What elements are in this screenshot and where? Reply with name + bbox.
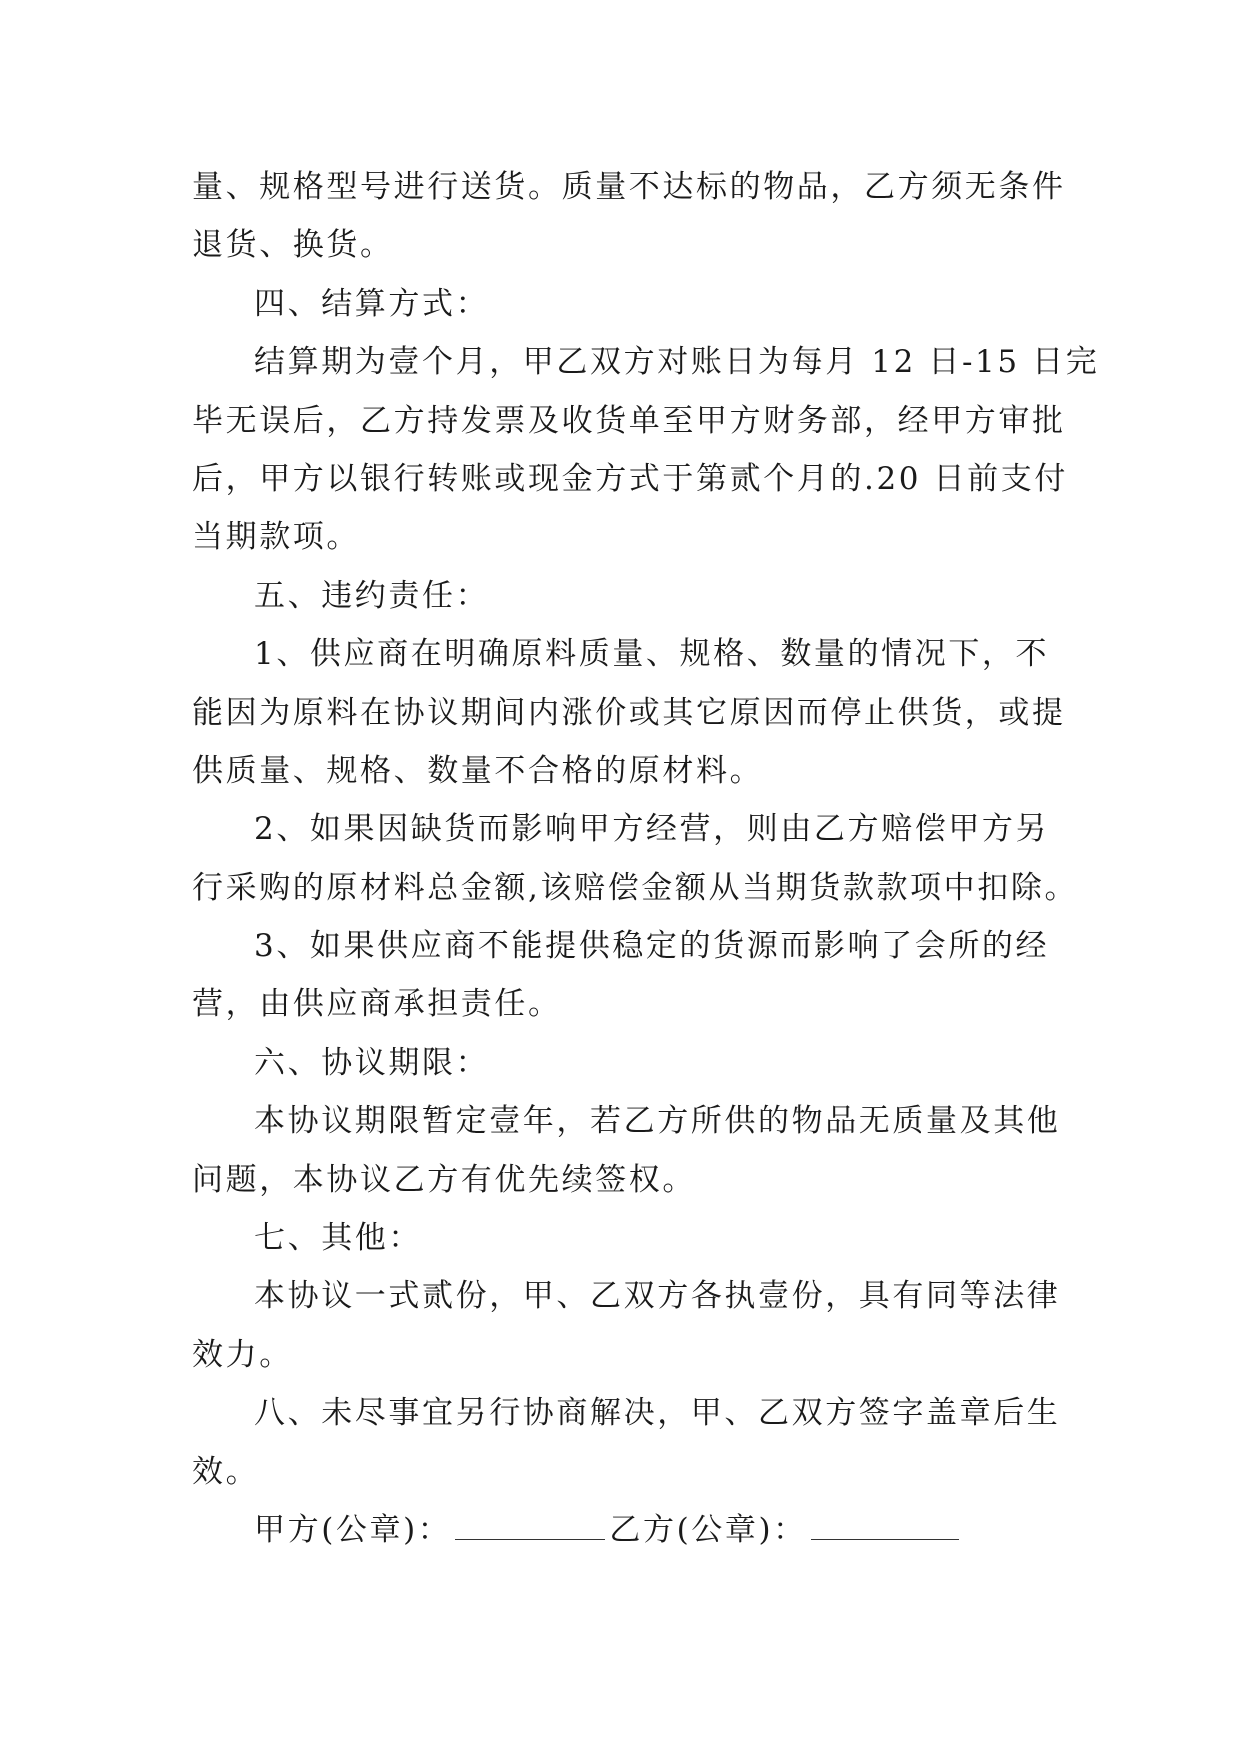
document-body [192, 158, 1100, 1559]
text-line: 1、供应商在明确原料质量、规格、数量的情况下，不 [254, 636, 1050, 673]
text-line: 能因为原料在协议期间内涨价或其它原因而停止供货，或提 [192, 694, 1066, 731]
text-line: 当期款项。 [192, 519, 360, 556]
text-line: 效。 [192, 1453, 260, 1490]
text-line: 3、如果供应商不能提供稳定的货源而影响了会所的经 [254, 928, 1050, 965]
text-line: 本协议一式贰份，甲、乙双方各执壹份，具有同等法律 [254, 1278, 1061, 1315]
paragraph-lines [192, 158, 1100, 1501]
text-line: 本协议期限暂定壹年，若乙方所供的物品无质量及其他 [254, 1103, 1061, 1140]
section-heading-term: 六、协议期限： [254, 1044, 490, 1081]
party-a-label: 甲方(公章)： [254, 1511, 452, 1548]
party-b-signature-line [811, 1509, 959, 1540]
text-line: 效力。 [192, 1336, 293, 1373]
text-line: 退货、换货。 [192, 227, 394, 264]
party-b-label: 乙方(公章)： [609, 1511, 807, 1548]
text-line: 营，由供应商承担责任。 [192, 986, 562, 1023]
text-line: 问题，本协议乙方有优先续签权。 [192, 1161, 696, 1198]
section-heading-settlement: 四、结算方式： [254, 285, 490, 322]
text-line: 后，甲方以银行转账或现金方式于第贰个月的.20 日前支付 [192, 460, 1068, 497]
text-line: 结算期为壹个月，甲乙双方对账日为每月 12 日-15 日完 [254, 344, 1100, 381]
text-line: 供质量、规格、数量不合格的原材料。 [192, 752, 764, 789]
text-line: 毕无误后，乙方持发票及收货单至甲方财务部，经甲方审批 [192, 402, 1066, 439]
signature-row [192, 1501, 1062, 1559]
section-heading-other: 七、其他： [254, 1220, 422, 1257]
section-heading-liability: 五、违约责任： [254, 577, 490, 614]
text-line: 量、规格型号进行送货。质量不达标的物品，乙方须无条件 [192, 169, 1066, 205]
text-line: 2、如果因缺货而影响甲方经营，则由乙方赔偿甲方另 [254, 811, 1050, 848]
text-line: 行采购的原材料总金额,该赔偿金额从当期货款款项中扣除。 [192, 869, 1079, 906]
text-line: 八、未尽事宜另行协商解决，甲、乙双方签字盖章后生 [254, 1395, 1061, 1432]
party-a-signature-line [455, 1509, 605, 1540]
